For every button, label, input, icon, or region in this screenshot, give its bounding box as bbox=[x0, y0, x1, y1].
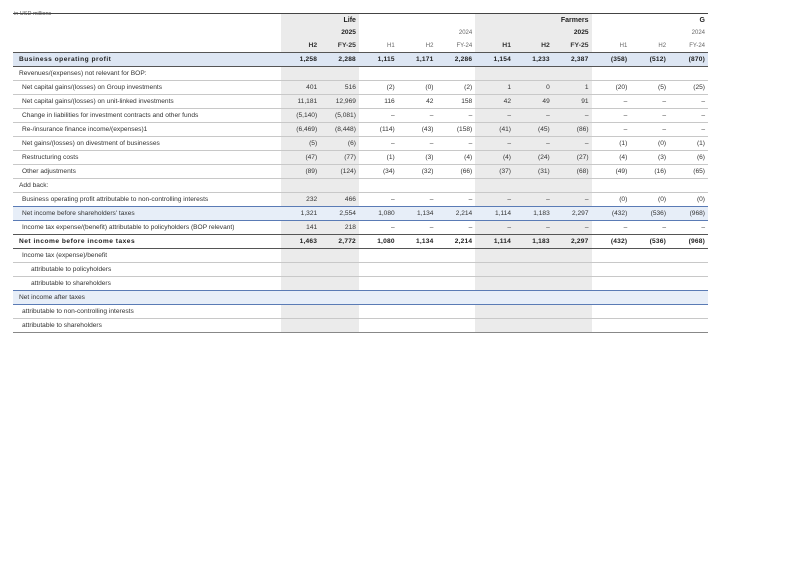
cell-value: (358) bbox=[592, 53, 631, 67]
row-label: Net income before income taxes bbox=[13, 235, 281, 249]
cell-value: (870) bbox=[669, 53, 708, 67]
cell-value: (432) bbox=[592, 235, 631, 249]
cell-value: 2,214 bbox=[436, 207, 475, 221]
cell-value: – bbox=[468, 224, 473, 231]
row-label: Net income after taxes bbox=[13, 291, 281, 305]
col-header: H1 bbox=[387, 42, 395, 49]
cell-value: – bbox=[669, 123, 708, 137]
cell-value: 1,080 bbox=[359, 207, 398, 221]
cell-value: 91 bbox=[553, 95, 592, 109]
row-revenues-header bbox=[13, 67, 708, 81]
row-reinsurance-finance bbox=[13, 123, 708, 137]
cell-value: (47) bbox=[281, 151, 320, 165]
cell-value: – bbox=[630, 109, 669, 123]
cell-value: (4) bbox=[592, 151, 631, 165]
cell-value: (5,140) bbox=[281, 109, 320, 123]
row-label: attributable to policyholders bbox=[13, 263, 281, 277]
cell-value: 2,297 bbox=[553, 207, 592, 221]
header-row-groups bbox=[13, 14, 708, 27]
cell-value: – bbox=[662, 224, 667, 231]
group-farmers: Farmers bbox=[553, 14, 592, 27]
cell-value: – bbox=[514, 193, 553, 207]
cell-value: (5) bbox=[281, 137, 320, 151]
cell-value: (0) bbox=[630, 137, 669, 151]
row-label: Net capital gains/(losses) on Group investments bbox=[13, 81, 281, 95]
cell-value: – bbox=[429, 196, 434, 203]
cell-value: (6,469) bbox=[281, 123, 320, 137]
bop-reconciliation-table bbox=[13, 13, 708, 333]
cell-value: 466 bbox=[320, 193, 359, 207]
cell-value: (3) bbox=[630, 151, 669, 165]
cell-value: – bbox=[391, 196, 395, 203]
cell-value: 2,387 bbox=[553, 53, 592, 67]
col-header: H1 bbox=[475, 39, 514, 53]
col-header: FY-24 bbox=[456, 42, 473, 49]
cell-value: 1,114 bbox=[475, 235, 514, 249]
cell-value: (68) bbox=[553, 165, 592, 179]
cell-value: (432) bbox=[592, 207, 631, 221]
header-row-years bbox=[13, 26, 708, 39]
cell-value: (86) bbox=[553, 123, 592, 137]
cell-value: – bbox=[398, 109, 437, 123]
cell-value: (0) bbox=[619, 196, 628, 203]
row-label: Add back: bbox=[13, 179, 281, 193]
row-label: Business operating profit bbox=[13, 53, 281, 67]
cell-value: (1) bbox=[359, 151, 398, 165]
row-tax-attrib-shareholders bbox=[13, 277, 708, 291]
cell-value: (4) bbox=[475, 151, 514, 165]
row-tax-attrib-policyholders bbox=[13, 263, 708, 277]
row-bop-non-controlling bbox=[13, 193, 708, 207]
cell-value: – bbox=[514, 221, 553, 235]
cell-value: 1 bbox=[475, 81, 514, 95]
row-label: Business operating profit attributable to non-controlling interests bbox=[22, 196, 209, 203]
cell-value: (4) bbox=[436, 151, 475, 165]
cell-value: – bbox=[436, 137, 475, 151]
cell-value: – bbox=[701, 224, 705, 231]
cell-value: – bbox=[475, 193, 514, 207]
year-farmers-2025: 2025 bbox=[553, 26, 592, 39]
cell-value: (1) bbox=[592, 137, 631, 151]
cell-value: 1,463 bbox=[281, 235, 320, 249]
cell-value: – bbox=[669, 109, 708, 123]
cell-value: – bbox=[553, 137, 592, 151]
cell-value: 1,258 bbox=[281, 53, 320, 67]
cell-value: – bbox=[553, 221, 592, 235]
row-add-back-header bbox=[13, 179, 708, 193]
cell-value: – bbox=[623, 224, 628, 231]
row-net-income-before-income-taxes bbox=[13, 235, 708, 249]
cell-value: (8,448) bbox=[320, 123, 359, 137]
cell-value: – bbox=[398, 137, 437, 151]
row-capital-gains-unit-linked bbox=[13, 95, 708, 109]
row-label: Income tax (expense)/benefit bbox=[13, 249, 281, 263]
cell-value: (114) bbox=[359, 123, 398, 137]
cell-value: 1,171 bbox=[398, 53, 437, 67]
cell-value: 232 bbox=[281, 193, 320, 207]
row-change-in-liabilities bbox=[13, 109, 708, 123]
cell-value: – bbox=[592, 109, 631, 123]
row-label: attributable to shareholders bbox=[31, 280, 111, 287]
cell-value: – bbox=[475, 137, 514, 151]
cell-value: (25) bbox=[669, 81, 708, 95]
cell-value: 2,554 bbox=[320, 207, 359, 221]
row-income-tax bbox=[13, 249, 708, 263]
group-g: G bbox=[669, 14, 708, 27]
row-label: attributable to shareholders bbox=[13, 319, 281, 333]
cell-value: – bbox=[475, 221, 514, 235]
cell-value: (45) bbox=[514, 123, 553, 137]
row-label: Income tax expense/(benefit) attributable to policyholders (BOP relevant) bbox=[22, 224, 235, 231]
cell-value: – bbox=[475, 109, 514, 123]
cell-value: 1,080 bbox=[359, 235, 398, 249]
cell-value: (41) bbox=[475, 123, 514, 137]
cell-value: 11,181 bbox=[281, 95, 320, 109]
cell-value: (158) bbox=[436, 123, 475, 137]
cell-value: – bbox=[514, 109, 553, 123]
cell-value: (124) bbox=[320, 165, 359, 179]
cell-value: 1 bbox=[553, 81, 592, 95]
cell-value: (37) bbox=[475, 165, 514, 179]
row-label: Change in liabilities for investment contracts and other funds bbox=[13, 109, 281, 123]
row-net-income-after-taxes bbox=[13, 291, 708, 305]
cell-value: (536) bbox=[630, 207, 669, 221]
cell-value: (89) bbox=[281, 165, 320, 179]
cell-value: – bbox=[468, 196, 473, 203]
row-label: Restructuring costs bbox=[13, 151, 281, 165]
cell-value: – bbox=[429, 224, 434, 231]
cell-value: (49) bbox=[592, 165, 631, 179]
cell-value: 116 bbox=[359, 95, 398, 109]
header-row-periods bbox=[13, 39, 708, 53]
col-header: H2 bbox=[658, 42, 667, 49]
cell-value: – bbox=[669, 95, 708, 109]
cell-value: 1,134 bbox=[398, 235, 437, 249]
cell-value: 2,297 bbox=[553, 235, 592, 249]
cell-value: (2) bbox=[436, 81, 475, 95]
cell-value: 218 bbox=[320, 221, 359, 235]
cell-value: – bbox=[359, 109, 398, 123]
cell-value: 1,114 bbox=[475, 207, 514, 221]
row-nat-non-controlling bbox=[13, 305, 708, 319]
cell-value: 1,154 bbox=[475, 53, 514, 67]
col-header: FY-24 bbox=[689, 42, 705, 49]
cell-value: (20) bbox=[592, 81, 631, 95]
cell-value: – bbox=[391, 224, 395, 231]
cell-value: (43) bbox=[398, 123, 437, 137]
cell-value: (24) bbox=[514, 151, 553, 165]
row-nat-shareholders bbox=[13, 319, 708, 333]
cell-value: 2,288 bbox=[320, 53, 359, 67]
cell-value: (512) bbox=[630, 53, 669, 67]
row-capital-gains-group bbox=[13, 81, 708, 95]
cell-value: 1,183 bbox=[514, 207, 553, 221]
cell-value: (77) bbox=[320, 151, 359, 165]
row-restructuring-costs bbox=[13, 151, 708, 165]
cell-value: – bbox=[553, 193, 592, 207]
cell-value: (5) bbox=[630, 81, 669, 95]
row-label: Revenues/(expenses) not relevant for BOP: bbox=[13, 67, 281, 81]
cell-value: 42 bbox=[398, 95, 437, 109]
cell-value: 2,772 bbox=[320, 235, 359, 249]
row-label: attributable to non-controlling interests bbox=[13, 305, 281, 319]
cell-value: (968) bbox=[669, 235, 708, 249]
cell-value: 158 bbox=[436, 95, 475, 109]
cell-value: 2,214 bbox=[436, 235, 475, 249]
cell-value: – bbox=[592, 95, 631, 109]
cell-value: (32) bbox=[398, 165, 437, 179]
row-divestment-gains bbox=[13, 137, 708, 151]
row-label: Re-/insurance finance income/(expenses)1 bbox=[13, 123, 281, 137]
cell-value: – bbox=[630, 123, 669, 137]
cell-value: – bbox=[436, 109, 475, 123]
cell-value: (65) bbox=[669, 165, 708, 179]
cell-value: 1,183 bbox=[514, 235, 553, 249]
cell-value: 49 bbox=[514, 95, 553, 109]
cell-value: (0) bbox=[398, 81, 437, 95]
cell-value: (34) bbox=[359, 165, 398, 179]
cell-value: – bbox=[592, 123, 631, 137]
row-label: Other adjustments bbox=[13, 165, 281, 179]
cell-value: (0) bbox=[696, 196, 705, 203]
cell-value: 1,233 bbox=[514, 53, 553, 67]
row-tax-policyholders-bop bbox=[13, 221, 708, 235]
row-business-operating-profit bbox=[13, 53, 708, 67]
col-header: H2 bbox=[514, 39, 553, 53]
cell-value: (0) bbox=[658, 196, 667, 203]
cell-value: 141 bbox=[281, 221, 320, 235]
cell-value: (16) bbox=[630, 165, 669, 179]
cell-value: – bbox=[553, 109, 592, 123]
col-header: H1 bbox=[619, 42, 628, 49]
cell-value: (6) bbox=[320, 137, 359, 151]
col-header: H2 bbox=[281, 39, 320, 53]
row-other-adjustments bbox=[13, 165, 708, 179]
year-g-2024: 2024 bbox=[691, 29, 705, 36]
cell-value: (2) bbox=[359, 81, 398, 95]
cell-value: 12,969 bbox=[320, 95, 359, 109]
cell-value: (6) bbox=[669, 151, 708, 165]
col-header: FY-25 bbox=[320, 39, 359, 53]
cell-value: (27) bbox=[553, 151, 592, 165]
year-life-2025: 2025 bbox=[320, 26, 359, 39]
cell-value: 0 bbox=[514, 81, 553, 95]
row-label: Net capital gains/(losses) on unit-linked investments bbox=[13, 95, 281, 109]
cell-value: (1) bbox=[669, 137, 708, 151]
cell-value: 2,286 bbox=[436, 53, 475, 67]
cell-value: 42 bbox=[475, 95, 514, 109]
row-net-income-before-shareholders-taxes bbox=[13, 207, 708, 221]
cell-value: 1,134 bbox=[398, 207, 437, 221]
cell-value: 516 bbox=[320, 81, 359, 95]
col-header: FY-25 bbox=[553, 39, 592, 53]
col-header: H2 bbox=[425, 42, 434, 49]
cell-value: – bbox=[359, 137, 398, 151]
cell-value: 1,321 bbox=[281, 207, 320, 221]
cell-value: (31) bbox=[514, 165, 553, 179]
cell-value: (968) bbox=[669, 207, 708, 221]
cell-value: (536) bbox=[630, 235, 669, 249]
cell-value: (66) bbox=[436, 165, 475, 179]
cell-value: 1,115 bbox=[359, 53, 398, 67]
row-label: Net gains/(losses) on divestment of businesses bbox=[13, 137, 281, 151]
cell-value: – bbox=[630, 95, 669, 109]
group-life: Life bbox=[320, 14, 359, 27]
cell-value: (5,081) bbox=[320, 109, 359, 123]
row-label: Net income before shareholders' taxes bbox=[13, 207, 281, 221]
cell-value: 401 bbox=[281, 81, 320, 95]
cell-value: (3) bbox=[398, 151, 437, 165]
cell-value: – bbox=[514, 137, 553, 151]
year-life-2024: 2024 bbox=[458, 29, 473, 36]
unit-note: in USD millions bbox=[14, 11, 52, 17]
